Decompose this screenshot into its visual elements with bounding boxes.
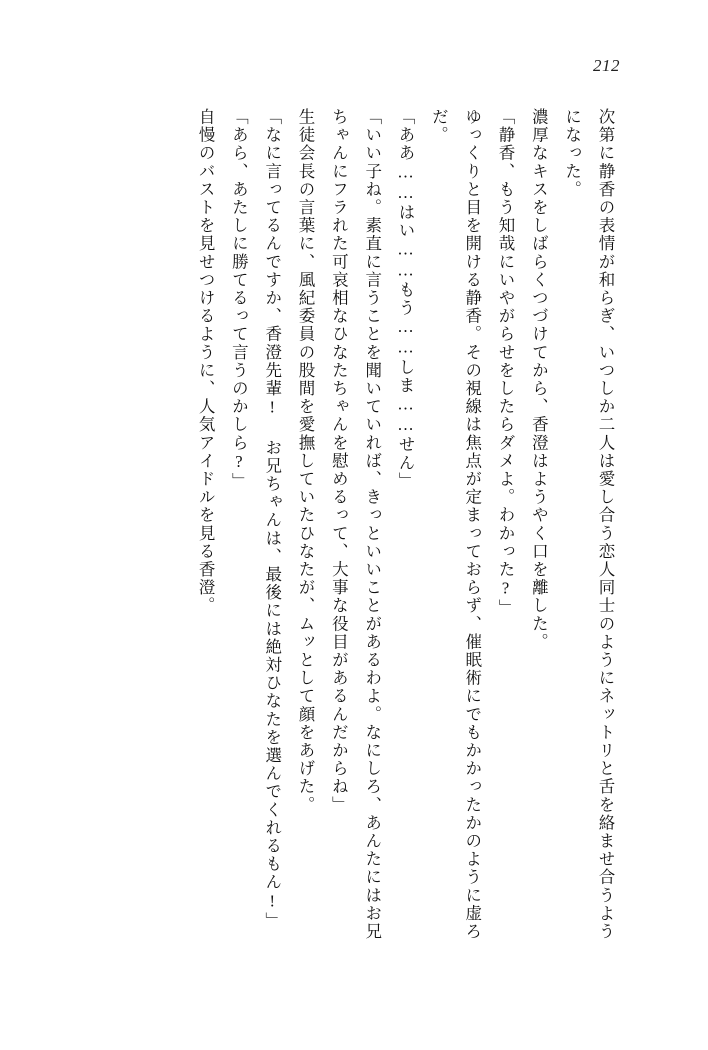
paragraph: 「いい子ね。素直に言うことを聞いていれば、きっといいことがあるわよ。なにしろ、あんたにはお兄ちゃんにフラれた可哀相なひなたちゃんを慰めるって、大事な役目があるんだからね」 <box>329 108 382 941</box>
paragraph: 濃厚なキスをしばらくつづけてから、香澄はようやく口を離した。 <box>529 108 549 651</box>
page-number: 212 <box>593 56 620 75</box>
paragraph: 「なに言ってるんですか、香澄先輩! お兄ちゃんは、最後には絶対ひなたを選んでくれるもん!」 <box>262 108 282 930</box>
paragraph: 「静香、もう知哉にいやがらせをしたらダメよ。わかった?」 <box>496 108 516 618</box>
page-text-body <box>86 108 622 948</box>
paragraph: ゆっくりと目を開ける静香。その視線は焦点が定まっておらず、催眠術にでもかかったかのように虚ろだ。 <box>429 108 482 941</box>
paragraph: 生徒会長の言葉に、風紀委員の股間を愛撫していたひなたが、ムッとして顔をあげた。 <box>296 108 316 814</box>
paragraph: 次第に静香の表情が和らぎ、いつしか二人は愛し合う恋人同士のようにネットリと舌を絡ませ合うようになった。 <box>562 108 615 941</box>
paragraph: 自慢のバストを見せつけるように、人気アイドルを見る香澄。 <box>196 108 216 615</box>
paragraph: 「ああ……はい……もう……しま……せん」 <box>396 108 416 490</box>
paragraph: 「あら、あたしに勝てるって言うのかしら?」 <box>229 108 249 491</box>
